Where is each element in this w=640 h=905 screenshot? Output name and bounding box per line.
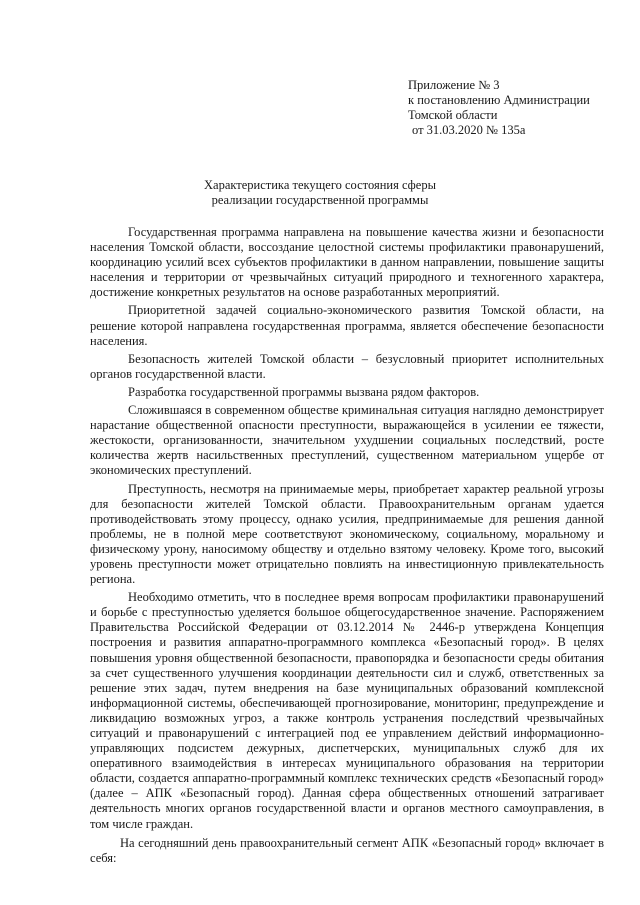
paragraph-safety: Безопасность жителей Томской области – безусловный приоритет исполнительных органов государственной власти. xyxy=(90,351,604,381)
paragraph-segment: На сегодняшний день правоохранительный сегмент АПК «Безопасный город» включает в себя: xyxy=(90,835,604,865)
annex-date: от 31.03.2020 № 135а xyxy=(412,123,526,137)
title-line-1: Характеристика текущего состояния сферы xyxy=(204,178,436,192)
paragraph-safe-city: Необходимо отметить, что в последнее время вопросам профилактики правонарушений и борьбе с преступностью уделяется большое общегосударственное значение. Распоряжением Правительства Российской Федерации от 03.12.2014 № 2446-р утверждена Концепция построения и развития аппаратно-программного комплекса «Безопасный город». В целях повышения уровня общественной безопасности, правопорядка и безопасности среды обитания за счет существенного улучшения координации деятельности сил и служб, ответственных за решение этих задач, путем внедрения на базе муниципальных образований комплексной информационной системы, обеспечивающей прогнозирование, мониторинг, предупреждение и ликвидацию возможных угроз, а также контроль устранения последствий чрезвычайных ситуаций и правонарушений с интеграцией под ее управлением действий информационно-управляющих подсистем дежурных, диспетчерских, муниципальных служб для их оперативного взаимодействия в интересах муниципального образования на территории области, создается аппаратно-программный комплекс технических средств «Безопасный город» (далее – АПК «Безопасный город). Данная сфера общественных отношений затрагивает деятельность многих органов государственной власти и органов местного самоуправления, в том числе граждан. xyxy=(90,590,604,831)
paragraph-crime-situation: Сложившаяся в современном обществе криминальная ситуация наглядно демонстрирует нарастание общественной опасности преступности, выражающейся в усилении ее тяжести, жестокости, организованности, значительном ухудшении социальных последствий, росте количества жертв насильственных преступлений, существенном материальном ущербе от экономических преступлений. xyxy=(90,403,604,478)
annex-reference: к постановлению Администрации xyxy=(408,93,590,107)
annex-number: Приложение № 3 xyxy=(408,78,500,92)
annex-region: Томской области xyxy=(408,108,498,122)
annex-header xyxy=(408,78,618,138)
paragraph-factors: Разработка государственной программы вызвана рядом факторов. xyxy=(128,384,480,399)
paragraph-goals: Государственная программа направлена на повышение качества жизни и безопасности населения Томской области, воссоздание целостной системы профилактики правонарушений, координацию усилий всех субъектов профилактики в данном направлении, повышение защиты населения и территории от чрезвычайных ситуаций природного и техногенного характера, достижение конкретных результатов на основе разработанных мероприятий. xyxy=(90,225,604,300)
paragraph-crime-threat: Преступность, несмотря на принимаемые меры, приобретает характер реальной угрозы для безопасности жителей Томской области. Правоохранительным органам удается противодействовать этому процессу, однако усилия, предпринимаемые для решения данной проблемы, не в полной мере соответствуют экономическому, социальному, моральному и физическому урону, наносимому обществу и отдельно взятому человеку. Кроме того, высокий уровень преступности может отрицательно повлиять на инвестиционную привлекательность региона. xyxy=(90,481,604,587)
document-title xyxy=(150,178,490,208)
title-line-2: реализации государственной программы xyxy=(211,193,429,207)
document-body xyxy=(90,225,604,869)
paragraph-priority: Приоритетной задачей социально-экономического развития Томской области, на решение которой направлена государственная программа, является обеспечение безопасности населения. xyxy=(90,303,604,348)
